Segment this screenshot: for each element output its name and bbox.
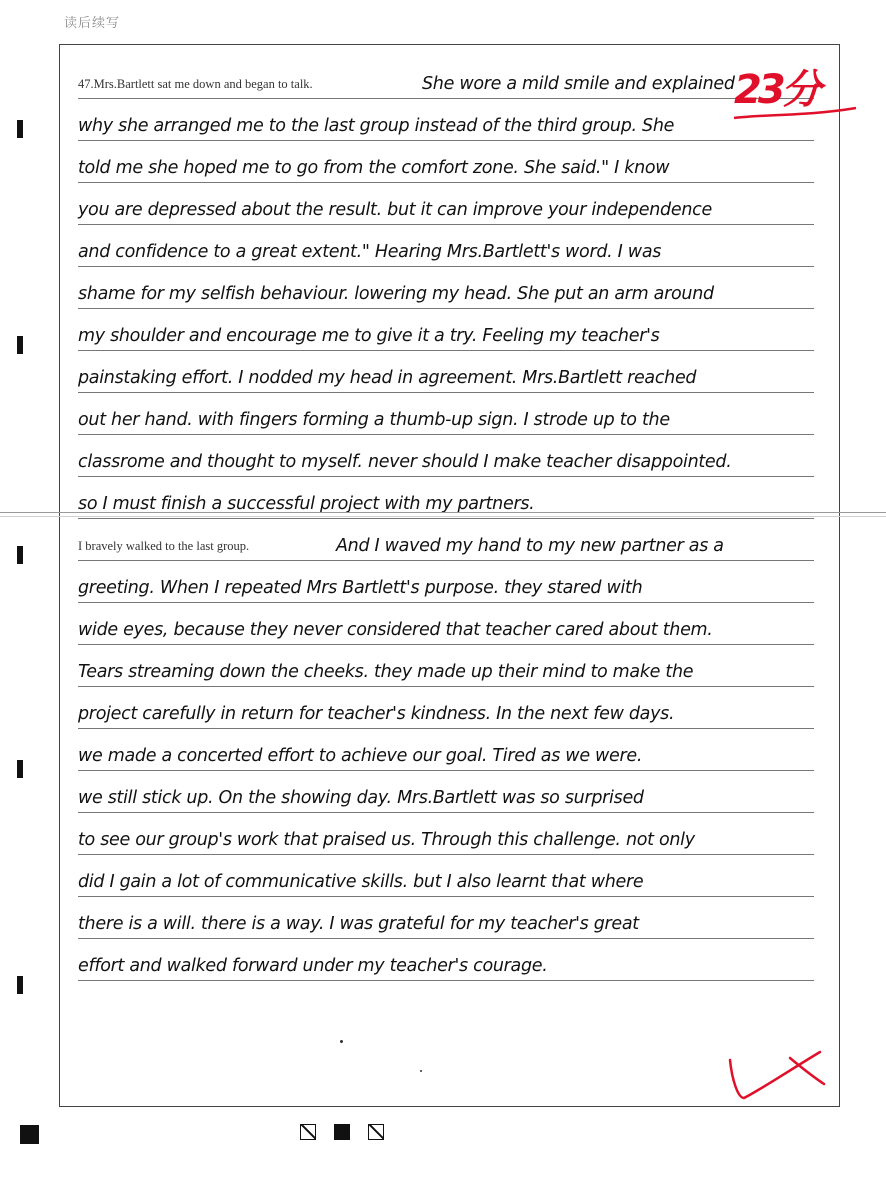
handwritten-text: project carefully in return for teacher's kindness. In the next few days. bbox=[78, 704, 675, 724]
handwritten-text: She wore a mild smile and explained bbox=[422, 74, 735, 94]
writing-line bbox=[78, 224, 814, 267]
writing-line bbox=[78, 602, 814, 645]
writing-line bbox=[78, 896, 814, 939]
fold-line bbox=[0, 516, 886, 517]
handwritten-text: painstaking effort. I nodded my head in agreement. Mrs.Bartlett reached bbox=[78, 368, 697, 388]
writing-line bbox=[78, 308, 814, 351]
writing-line bbox=[78, 182, 814, 225]
writing-line bbox=[78, 938, 814, 981]
writing-line bbox=[78, 812, 814, 855]
writing-line bbox=[78, 644, 814, 687]
timing-mark bbox=[17, 120, 23, 138]
handwritten-text: to see our group's work that praised us. Through this challenge. not only bbox=[78, 830, 695, 850]
handwritten-text: there is a will. there is a way. I was grateful for my teacher's great bbox=[78, 914, 639, 934]
writing-line bbox=[78, 560, 814, 603]
writing-line bbox=[78, 854, 814, 897]
score-mark: 23分 bbox=[734, 67, 818, 113]
ink-dot bbox=[420, 1070, 422, 1072]
writing-line bbox=[78, 518, 814, 561]
writing-line bbox=[78, 266, 814, 309]
writing-line bbox=[78, 434, 814, 477]
handwritten-text: Tears streaming down the cheeks. they made up their mind to make the bbox=[78, 662, 694, 682]
writing-line bbox=[78, 392, 814, 435]
page-header: 读后续写 bbox=[64, 15, 121, 30]
timing-mark bbox=[17, 760, 23, 778]
handwritten-text: told me she hoped me to go from the comfort zone. She said." I know bbox=[78, 158, 670, 178]
handwritten-text: out her hand. with fingers forming a thumb-up sign. I strode up to the bbox=[78, 410, 670, 430]
check-mark-icon bbox=[720, 1040, 830, 1110]
writing-line bbox=[78, 770, 814, 813]
handwritten-text: greeting. When I repeated Mrs Bartlett's purpose. they stared with bbox=[78, 578, 643, 598]
handwritten-text: we made a concerted effort to achieve our goal. Tired as we were. bbox=[78, 746, 643, 766]
timing-mark bbox=[17, 546, 23, 564]
prompt-sentence-2: I bravely walked to the last group. bbox=[78, 539, 250, 553]
writing-line bbox=[78, 56, 814, 99]
handwritten-text: effort and walked forward under my teacher's courage. bbox=[78, 956, 548, 976]
marker-box-slashed bbox=[300, 1124, 316, 1140]
score-underline-icon bbox=[728, 46, 878, 136]
handwritten-text: why she arranged me to the last group instead of the third group. She bbox=[78, 116, 675, 136]
marker-box-slashed bbox=[368, 1124, 384, 1140]
handwritten-text: wide eyes, because they never considered that teacher cared about them. bbox=[78, 620, 713, 640]
timing-mark bbox=[17, 336, 23, 354]
timing-mark bbox=[17, 976, 23, 994]
fold-line bbox=[0, 512, 886, 513]
ink-dot bbox=[340, 1040, 343, 1043]
writing-line bbox=[78, 350, 814, 393]
handwritten-text: we still stick up. On the showing day. Mrs.Bartlett was so surprised bbox=[78, 788, 644, 808]
writing-line bbox=[78, 98, 814, 141]
writing-line bbox=[78, 140, 814, 183]
prompt-sentence-1: 47.Mrs.Bartlett sat me down and began to talk. bbox=[78, 77, 313, 91]
handwritten-text: and confidence to a great extent." Hearing Mrs.Bartlett's word. I was bbox=[78, 242, 662, 262]
handwritten-text: you are depressed about the result. but it can improve your independence bbox=[78, 200, 712, 220]
writing-line bbox=[78, 686, 814, 729]
handwritten-text: And I waved my hand to my new partner as a bbox=[336, 536, 724, 556]
handwritten-text: did I gain a lot of communicative skills. but I also learnt that where bbox=[78, 872, 644, 892]
handwritten-text: shame for my selfish behaviour. lowering my head. She put an arm around bbox=[78, 284, 714, 304]
handwritten-text: classrome and thought to myself. never should I make teacher disappointed. bbox=[78, 452, 732, 472]
corner-mark bbox=[20, 1125, 39, 1144]
handwritten-text: my shoulder and encourage me to give it a try. Feeling my teacher's bbox=[78, 326, 660, 346]
marker-box-filled bbox=[334, 1124, 350, 1140]
writing-line bbox=[78, 728, 814, 771]
handwritten-text: so I must finish a successful project with my partners. bbox=[78, 494, 535, 514]
